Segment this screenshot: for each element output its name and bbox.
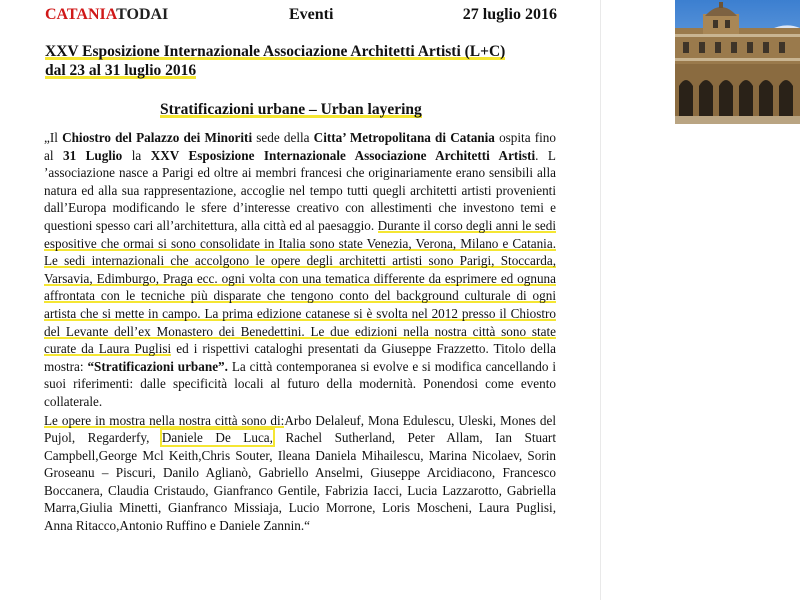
title-line-1: XXV Esposizione Internazionale Associazione Architetti Artisti (L+C) xyxy=(45,43,506,60)
paragraph-artists: Le opere in mostra nella nostra città sono di:Arbo Delaleuf, Mona Edulescu, Uleski, Mones del Pujol, Regarderfy, Daniele De Luca, Rachel Sutherland, Peter Allam, Ian Stuart Campbell,George Mcl Keith,Chris Souter, Ileana Daniela Mihailescu, Marina Nicolaev, Sorin Groseanu – Piscuri, Danilo Aglianò, Gabriello Anselmi, Giuseppe Arcidiacono, Francesco Boccanera, Claudia Cristaudo, Gianfranco Gentile, Fabrizia Iacci, Lucia Lazzarotto, Gabriella Marra,Giulia Minetti, Gianfranco Missiaja, Lucio Morrone, Loris Moscheni, Laura Puglisi, Anna Ritacco,Antonio Ruffino e Daniele Zannin.“ xyxy=(44,412,557,534)
building-illustration xyxy=(675,0,800,124)
highlighted-artist-name: Daniele De Luca, xyxy=(161,430,273,446)
header-date: 27 luglio 2016 xyxy=(462,6,557,23)
article-title xyxy=(45,42,575,80)
document-header xyxy=(45,6,557,26)
paragraph-intro: „Il Chiostro del Palazzo dei Minoriti sede della Citta’ Metropolitana di Catania ospita fino al 31 Luglio la XXV Esposizione Internazionale Associazione Architetti Artisti. L ’associazione nasce a Parigi ed oltre ai membri francesi che originariamente erano sensibili alla natura ed alla sua rappresentazione, accoglie nel tempo tutti quegli architetti artisti provenienti dall’Europa modificando le sfere d’interesse creativo con allestimenti che investono temi e questioni spesso cari all’architettura, alla città ed al paesaggio. Durante il corso degli anni le sedi espositive che ormai si sono consolidate in Italia sono state Venezia, Verona, Milano e Catania. Le sedi internazionali che accolgono le opere degli architetti artisti sono Parigi, Stoccarda, Varsavia, Edimburgo, Praga ecc. ogni volta con una tematica differente da esprimere ed ognuna affrontata con le tecniche più disparate che tengono conto del background culturale di ogni artista che si mette in campo. La prima edizione catanese si è svolta nel 2012 presso il Chiostro del Levante dell’ex Monastero dei Benedettini. Le due edizioni nella nostra città sono state curate da Laura Puglisi ed i rispettivi cataloghi presentati da Giuseppe Frazzetto. Titolo della mostra: “Stratificazioni urbane”. La città contemporanea si evolve e si modifica cancellando i suoi riferimenti: dalle specificità locali al futuro della modernità. Ponendosi come evento collaterale. xyxy=(44,130,557,409)
article-subtitle: Stratificazioni urbane – Urban layering xyxy=(160,101,422,118)
highlighted-passage: Durante il corso degli anni le sedi espositive che ormai si sono consolidate in Italia sono state Venezia, Verona, Milano e Catania. Le sedi internazionali che accolgono le opere degli architetti artisti sono Parigi, Stoccarda, Varsavia, Edimburgo, Praga ecc. ogni volta con una tematica differente da esprimere ed ognuna affrontata con le tecniche più disparate che tengono conto del background culturale di ogni artista che si mette in campo. La prima edizione catanese si è svolta nel 2012 presso il Chiostro del Levante dell’ex Monastero dei Benedettini. Le due edizioni nella nostra città sono state curate da Laura Puglisi xyxy=(44,217,557,357)
section-label: Eventi xyxy=(289,6,334,23)
brand-logo: CATANIATODAI xyxy=(45,6,169,23)
page-edge xyxy=(600,0,601,600)
title-line-2: dal 23 al 31 luglio 2016 xyxy=(45,62,197,79)
article-body xyxy=(44,129,556,535)
palazzo-minoriti-photo xyxy=(675,0,800,124)
